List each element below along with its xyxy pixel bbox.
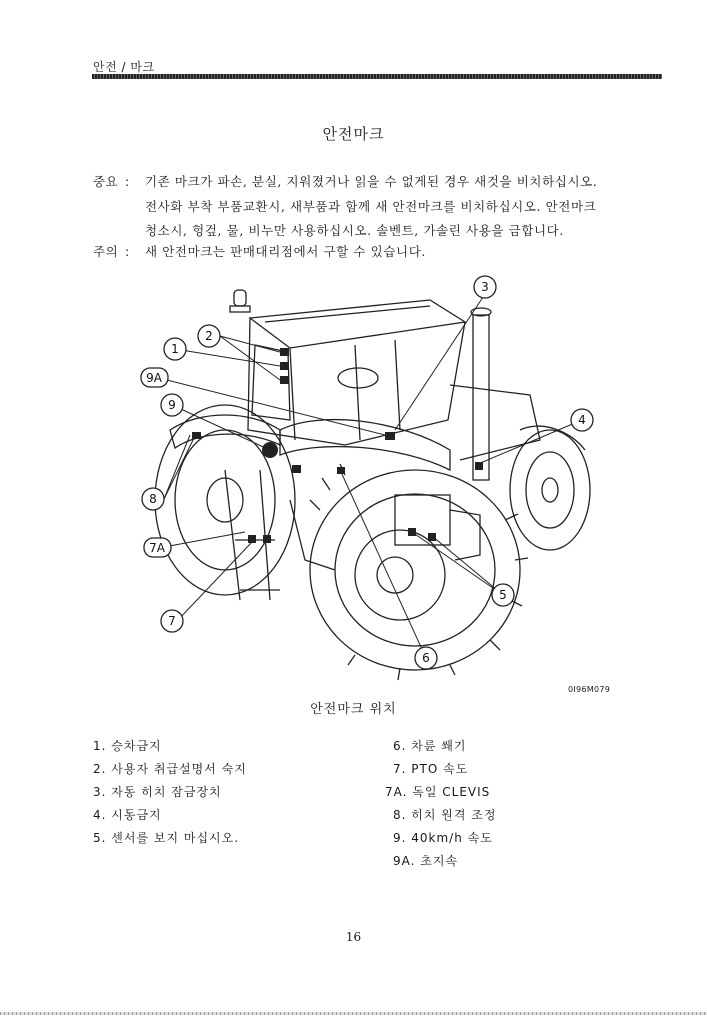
callout-9: 9 xyxy=(168,398,176,412)
important-line-2: 전사화 부착 부품교환시, 새부품과 함께 새 안전마크를 비치하십시오. 안전마크 xyxy=(145,199,597,214)
caution-label: 주의 xyxy=(93,244,119,259)
legend-item: 5. 센서를 보지 마십시오. xyxy=(93,831,240,845)
bottom-scan-edge xyxy=(0,1012,707,1015)
legend-item: 1. 승차금지 xyxy=(93,739,162,753)
page-title: 안전마크 xyxy=(322,125,385,143)
header-rule xyxy=(92,74,662,79)
important-line-1: 기존 마크가 파손, 분실, 지워졌거나 읽을 수 없게된 경우 새것을 비치하십시오. xyxy=(145,174,598,189)
callout-1: 1 xyxy=(171,342,179,356)
caution-note: 주의 : 새 안전마크는 판매대리점에서 구할 수 있습니다. xyxy=(93,240,426,264)
tractor-illustration xyxy=(130,270,610,690)
callout-2: 2 xyxy=(205,329,213,343)
callout-7: 7 xyxy=(168,614,176,628)
legend-item: 9. 40km/h 속도 xyxy=(393,831,493,845)
callout-7a: 7A xyxy=(149,541,165,555)
callout-4: 4 xyxy=(578,413,586,427)
callout-5: 5 xyxy=(499,588,507,602)
leader-lines xyxy=(159,294,582,658)
legend-item: 3. 자동 히치 잠금장치 xyxy=(93,785,222,799)
legend-item: 7A. 독일 CLEVIS xyxy=(385,785,491,799)
page-number: 16 xyxy=(345,930,362,944)
tractor-drawing xyxy=(155,290,590,680)
legend-item: 6. 차륜 쐐기 xyxy=(393,739,467,753)
figure-code: 0I96M079 xyxy=(568,685,611,694)
callout-3: 3 xyxy=(481,280,489,294)
legend-item: 4. 시동금지 xyxy=(93,808,162,822)
legend-item: 9A. 초지속 xyxy=(393,854,459,868)
callout-8: 8 xyxy=(149,492,157,506)
important-label: 중요 xyxy=(93,174,119,189)
important-note: 중요 : 기존 마크가 파손, 분실, 지워졌거나 읽을 수 없게된 경우 새것을 비치하십시오. xyxy=(93,170,597,194)
callout-6: 6 xyxy=(422,651,430,665)
callout-9a: 9A xyxy=(146,371,162,385)
legend-item: 8. 히치 원격 조정 xyxy=(393,808,497,822)
page-header: 안전 / 마크 xyxy=(93,60,155,74)
figure-caption: 안전마크 위치 xyxy=(310,702,397,717)
caution-text: 새 안전마크는 판매대리점에서 구할 수 있습니다. xyxy=(145,244,426,259)
legend-item: 7. PTO 속도 xyxy=(393,762,469,776)
legend-item: 2. 사용자 취급설명서 숙지 xyxy=(93,762,247,776)
important-line-3: 청소시, 헝겊, 물, 비누만 사용하십시오. 솔벤트, 가솔린 사용을 금합니다. xyxy=(145,223,564,238)
